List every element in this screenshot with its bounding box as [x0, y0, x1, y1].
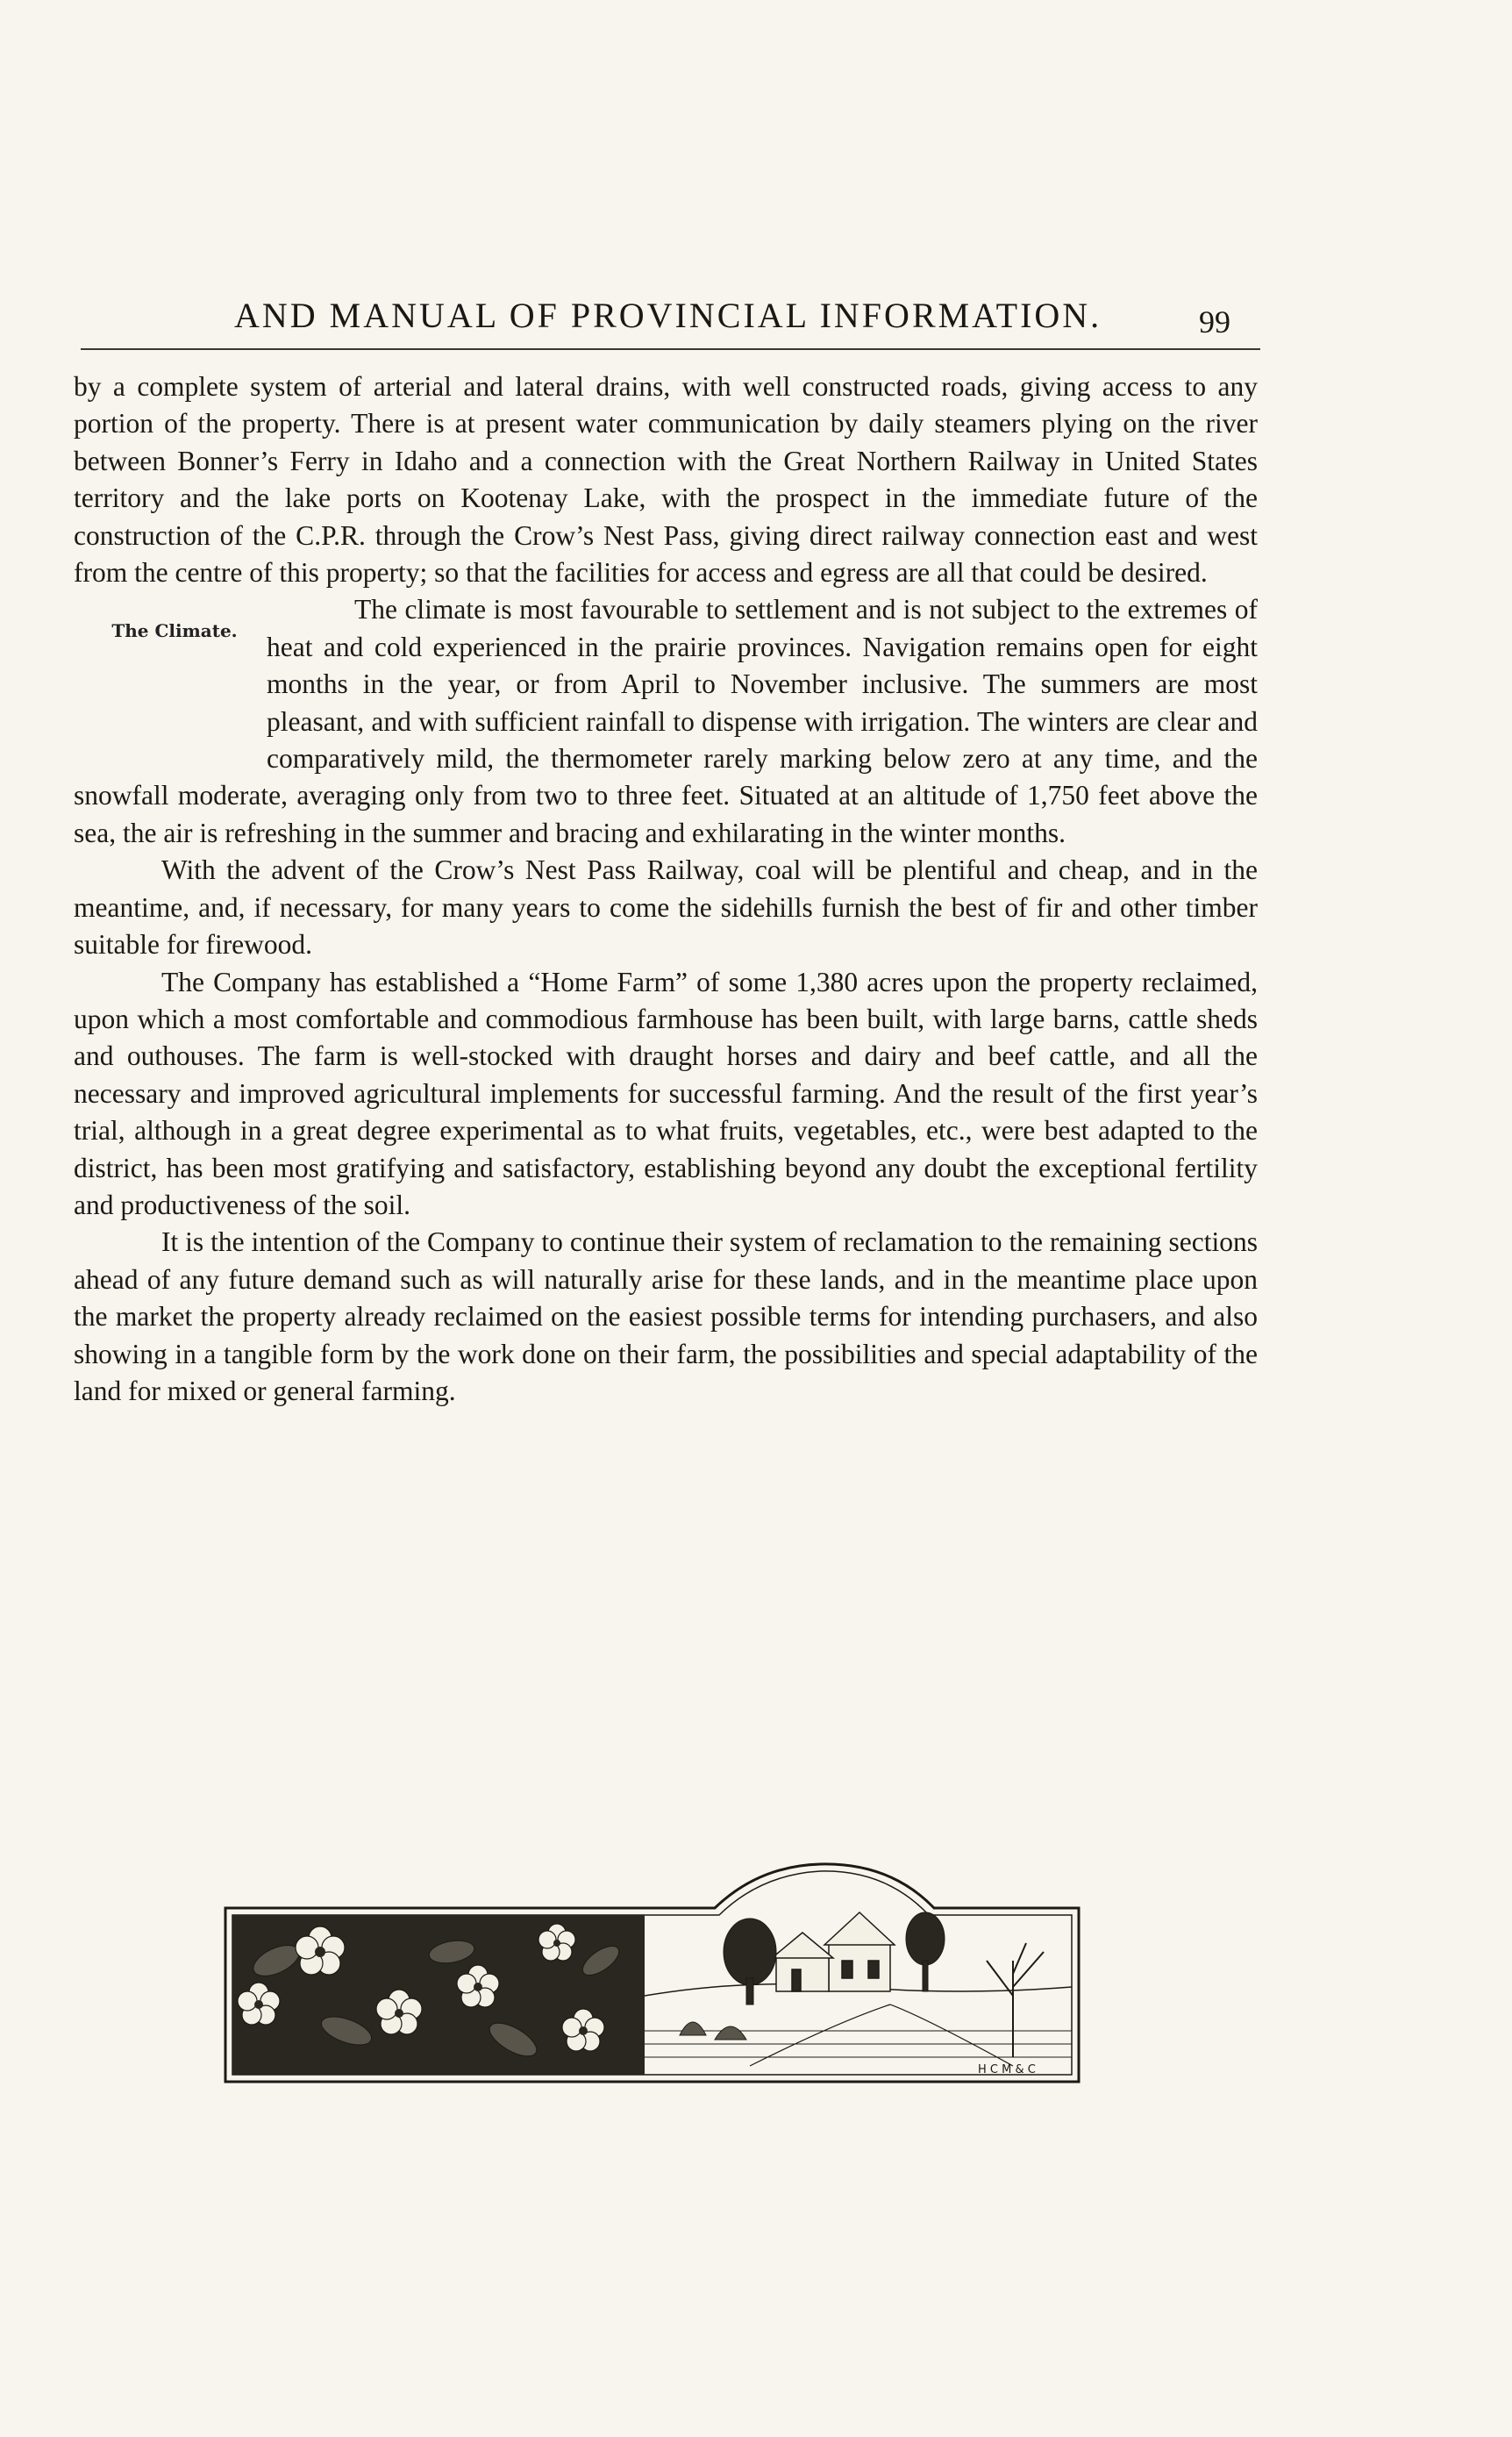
margin-note-climate	[56, 591, 267, 740]
paragraph-drains: by a complete system of arterial and lateral drains, with well constructed roads, giving access to any portion of the property. There is at present water communication by daily steamers plying on the river between Bonner’s Ferry in Idaho and a connection with the Great Northern Railway in United States territory and the lake ports on Kootenay Lake, with the prospect in the immediate future of the construction of the C.P.R. through the Crow’s Nest Pass, giving direct railway connection east and west from the centre of this property; so that the facilities for access and egress are all that could be desired.	[74, 371, 1258, 589]
running-header	[81, 289, 1260, 351]
paragraph-climate: The climate is most favourable to settlement and is not subject to the extremes of heat and cold experienced in the prairie provinces. Navigation remains open for eight months in the year, or from April to November inclusive. The summers are most pleasant, and with sufficient rainfall to dispense with irrigation. The winters are clear and comparatively mild, the thermometer rarely marking below zero at any time, and the snowfall moderate, averaging only from two to three feet. Situated at an altitude of 1,750 feet above the sea, the air is refreshing in the summer and bracing and exhilarating in the winter months.	[74, 594, 1258, 848]
page-number: 99	[1199, 304, 1230, 339]
header-title: AND MANUAL OF PROVINCIAL INFORMATION.	[234, 296, 1102, 335]
margin-note-label: The Climate.	[111, 620, 238, 642]
body-text	[74, 368, 1258, 1410]
header-rule	[81, 348, 1260, 350]
farm-scene-ornament	[224, 1855, 1083, 2092]
paragraph-reclamation: It is the intention of the Company to continue their system of reclamation to the remaining sections ahead of any future demand such as will naturally arise for these lands, and in the meantime place upon the market the property already reclaimed on the easiest possible terms for intending purchasers, and also showing in a tangible form by the work done on their farm, the possibilities and special adaptability of the land for mixed or general farming.	[74, 1226, 1258, 1406]
ornament-signature: H C M & C	[978, 2063, 1036, 2076]
paragraph-railway: With the advent of the Crow’s Nest Pass Railway, coal will be plentiful and cheap, and in the meantime, and, if necessary, for many years to come the sidehills furnish the best of fir and other timber suitable for firewood.	[74, 854, 1258, 961]
paragraph-home-farm: The Company has established a “Home Farm” of some 1,380 acres upon the property reclaimed, upon which a most comfortable and commodious farmhouse has been built, with large barns, cattle sheds and outhouses. The farm is well-stocked with draught horses and dairy and beef cattle, and all the necessary and improved agricultural implements for successful farming. And the result of the first year’s trial, although in a great degree experimental as to what fruits, vegetables, etc., were best adapted to the district, has been most gratifying and satisfactory, establishing beyond any doubt the exceptional fertility and productiveness of the soil.	[74, 966, 1258, 1220]
